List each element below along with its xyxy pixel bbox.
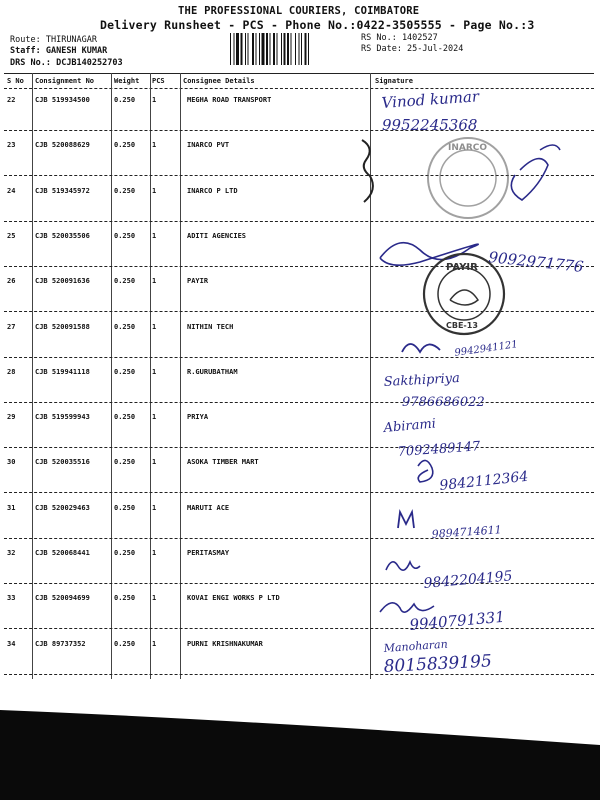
row-weight: 0.250 xyxy=(114,232,136,240)
document-subtitle: Delivery Runsheet - PCS - Phone No.:0422-3505555 - Page No.:3 xyxy=(100,18,535,32)
row-weight: 0.250 xyxy=(114,141,136,149)
row-consignee: NITHIN TECH xyxy=(187,323,234,331)
stamp-payir-city: CBE-13 xyxy=(446,321,478,330)
row-weight: 0.250 xyxy=(114,549,136,557)
row-sno: 29 xyxy=(7,413,16,421)
row-pcs: 1 xyxy=(152,504,157,512)
row-pcs: 1 xyxy=(152,594,157,602)
signature-34-name: Manoharan xyxy=(383,637,449,655)
row-consignee: ASOKA TIMBER MART xyxy=(187,458,259,466)
row-sno: 30 xyxy=(7,458,16,466)
signature-25-phone: 9092971776 xyxy=(487,248,585,276)
row-consignee: INARCO P LTD xyxy=(187,187,238,195)
row-consignment-no: CJB 520088629 xyxy=(35,141,90,149)
signature-31-phone: 9894714611 xyxy=(431,523,503,541)
row-consignee: MARUTI ACE xyxy=(187,504,230,512)
row-consignment-no: CJB 520035506 xyxy=(35,232,90,240)
row-sno: 23 xyxy=(7,141,16,149)
row-sno: 22 xyxy=(7,96,16,104)
row-consignee: INARCO PVT xyxy=(187,141,230,149)
rs-date: RS Date: 25-Jul-2024 xyxy=(361,44,464,54)
row-sno: 24 xyxy=(7,187,16,195)
col-header-sno: S No xyxy=(7,77,24,85)
row-pcs: 1 xyxy=(152,277,157,285)
row-consignment-no: CJB 519941118 xyxy=(35,368,90,376)
col-header-consignment: Consignment No xyxy=(35,77,95,85)
row-weight: 0.250 xyxy=(114,640,136,648)
signature-22-phone: 9952245368 xyxy=(382,116,478,134)
row-weight: 0.250 xyxy=(114,458,136,466)
signature-27-phone: 9942941121 xyxy=(453,339,519,359)
signature-30-phone: 9842112364 xyxy=(438,468,530,494)
stamp-inarco-text: INARCO xyxy=(448,143,488,153)
row-consignment-no: CJB 520068441 xyxy=(35,549,90,557)
row-consignee: PERITASMAY xyxy=(187,549,230,557)
drs-value: DCJB140252703 xyxy=(56,58,123,68)
row-pcs: 1 xyxy=(152,368,157,376)
row-consignment-no: CJB 520091636 xyxy=(35,277,90,285)
row-pcs: 1 xyxy=(152,640,157,648)
row-consignment-no: CJB 520091588 xyxy=(35,323,90,331)
row-consignment-no: CJB 519934500 xyxy=(35,96,90,104)
rs-number: RS No.: 1402527 xyxy=(361,33,438,43)
row-consignee: PURNI KRISHNAKUMAR xyxy=(187,640,263,648)
signature-28-name: Sakthipriya xyxy=(383,371,461,390)
row-sno: 32 xyxy=(7,549,16,557)
row-consignment-no: CJB 520029463 xyxy=(35,504,90,512)
row-pcs: 1 xyxy=(152,458,157,466)
row-pcs: 1 xyxy=(152,232,157,240)
row-consignee: PRIYA xyxy=(187,413,209,421)
row-weight: 0.250 xyxy=(114,187,136,195)
row-weight: 0.250 xyxy=(114,368,136,376)
signature-29-name: Abirami xyxy=(383,416,437,436)
col-header-pcs: PCS xyxy=(152,77,165,85)
signature-22-name: Vinod kumar xyxy=(381,87,480,112)
row-weight: 0.250 xyxy=(114,413,136,421)
row-consignment-no: CJB 520035516 xyxy=(35,458,90,466)
signature-29-phone: 7092489147 xyxy=(397,439,481,460)
signature-32-phone: 9842204195 xyxy=(422,568,514,592)
row-consignment-no: CJB 519345972 xyxy=(35,187,90,195)
row-pcs: 1 xyxy=(152,96,157,104)
row-consignment-no: CJB 89737352 xyxy=(35,640,86,648)
row-pcs: 1 xyxy=(152,141,157,149)
row-weight: 0.250 xyxy=(114,323,136,331)
signature-34-phone: 8015839195 xyxy=(383,651,493,677)
row-sno: 25 xyxy=(7,232,16,240)
signature-28-phone: 9786686022 xyxy=(402,395,485,410)
row-consignee: PAYIR xyxy=(187,277,209,285)
row-consignee: R.GURUBATHAM xyxy=(187,368,238,376)
drs-label: DRS No.: xyxy=(10,58,51,68)
row-pcs: 1 xyxy=(152,187,157,195)
document-title: THE PROFESSIONAL COURIERS, COIMBATORE xyxy=(178,5,420,17)
row-consignee: KOVAI ENGI WORKS P LTD xyxy=(187,594,280,602)
row-consignee: MEGHA ROAD TRANSPORT xyxy=(187,96,272,104)
row-pcs: 1 xyxy=(152,323,157,331)
stamp-payir-text: PAYIR xyxy=(446,262,478,273)
staff-value: GANESH KUMAR xyxy=(45,46,108,56)
row-weight: 0.250 xyxy=(114,96,136,104)
row-sno: 28 xyxy=(7,368,16,376)
row-sno: 26 xyxy=(7,277,16,285)
col-header-signature: Signature xyxy=(375,77,413,85)
row-sno: 27 xyxy=(7,323,16,331)
row-consignee: ADITI AGENCIES xyxy=(187,232,247,240)
staff-label: Staff: xyxy=(10,46,41,56)
row-consignment-no: CJB 519599943 xyxy=(35,413,90,421)
row-weight: 0.250 xyxy=(114,594,136,602)
row-sno: 31 xyxy=(7,504,16,512)
row-pcs: 1 xyxy=(152,413,157,421)
row-weight: 0.250 xyxy=(114,277,136,285)
row-sno: 33 xyxy=(7,594,16,602)
col-header-weight: Weight xyxy=(114,77,140,85)
route-label: Route: xyxy=(10,35,41,45)
row-consignment-no: CJB 520094699 xyxy=(35,594,90,602)
row-weight: 0.250 xyxy=(114,504,136,512)
row-pcs: 1 xyxy=(152,549,157,557)
signature-33-phone: 9940791331 xyxy=(408,607,506,634)
row-sno: 34 xyxy=(7,640,16,648)
col-header-consignee: Consignee Details xyxy=(183,77,255,85)
route-value: THIRUNAGAR xyxy=(45,35,98,45)
